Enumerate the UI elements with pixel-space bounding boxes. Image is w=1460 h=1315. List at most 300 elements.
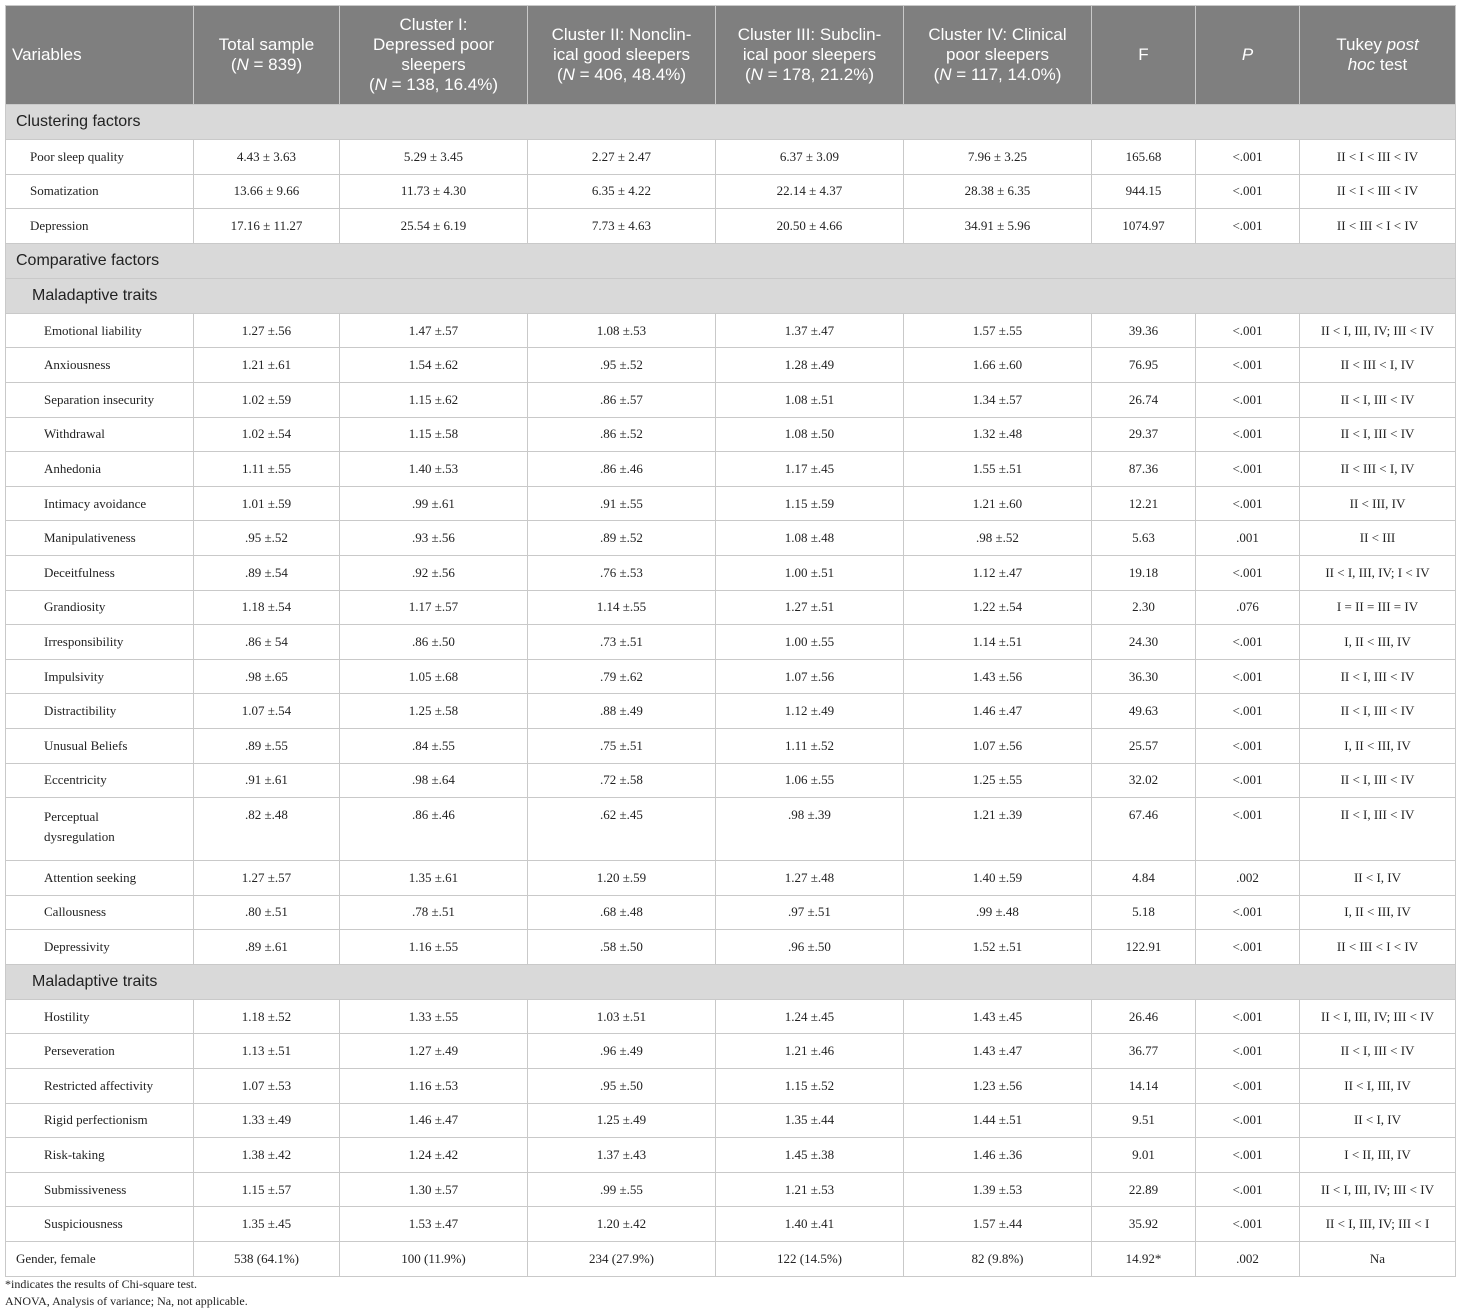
table-row bbox=[6, 798, 1456, 861]
row-label: Attention seeking bbox=[6, 861, 194, 896]
cluster-1-cell: .98 ±.64 bbox=[340, 763, 528, 798]
header-f: F bbox=[1092, 6, 1196, 105]
cluster-4-cell: .98 ±.52 bbox=[904, 521, 1092, 556]
tukey-cell: II < I < III < IV bbox=[1300, 174, 1456, 209]
cluster-2-cell: .86 ±.46 bbox=[528, 452, 716, 487]
p-cell: <.001 bbox=[1196, 174, 1300, 209]
row-label: Emotional liability bbox=[6, 313, 194, 348]
section-label: Maladaptive traits bbox=[6, 278, 1456, 313]
row-label: Deceitfulness bbox=[6, 555, 194, 590]
cluster-3-cell: 1.21 ±.53 bbox=[716, 1172, 904, 1207]
total-cell: 1.27 ±.56 bbox=[194, 313, 340, 348]
cluster-4-cell: 34.91 ± 5.96 bbox=[904, 209, 1092, 244]
f-cell: 5.63 bbox=[1092, 521, 1196, 556]
total-cell: 17.16 ± 11.27 bbox=[194, 209, 340, 244]
cluster-3-cell: 1.08 ±.50 bbox=[716, 417, 904, 452]
cluster-4-cell: 1.66 ±.60 bbox=[904, 348, 1092, 383]
cluster-2-cell: 1.14 ±.55 bbox=[528, 590, 716, 625]
tukey-cell: II < I, IV bbox=[1300, 861, 1456, 896]
section-label: Maladaptive traits bbox=[6, 964, 1456, 999]
total-cell: 1.13 ±.51 bbox=[194, 1034, 340, 1069]
f-cell: 26.74 bbox=[1092, 382, 1196, 417]
table-row bbox=[6, 659, 1456, 694]
footnote-chi-square: *indicates the results of Chi-square test. bbox=[5, 1277, 197, 1291]
f-cell: 944.15 bbox=[1092, 174, 1196, 209]
f-cell: 14.14 bbox=[1092, 1069, 1196, 1104]
total-cell: .89 ±.54 bbox=[194, 555, 340, 590]
p-cell: <.001 bbox=[1196, 486, 1300, 521]
cluster-3-cell: 1.11 ±.52 bbox=[716, 728, 904, 763]
table-row bbox=[6, 930, 1456, 965]
p-cell: .002 bbox=[1196, 861, 1300, 896]
cluster-1-cell: .92 ±.56 bbox=[340, 555, 528, 590]
cluster-4-cell: 1.55 ±.51 bbox=[904, 452, 1092, 487]
table-row bbox=[6, 694, 1456, 729]
tukey-cell: I, II < III, IV bbox=[1300, 728, 1456, 763]
cluster-2-cell: 1.20 ±.42 bbox=[528, 1207, 716, 1242]
tukey-cell: II < I, III < IV bbox=[1300, 1034, 1456, 1069]
cluster-1-cell: 1.40 ±.53 bbox=[340, 452, 528, 487]
cluster-3-cell: 1.17 ±.45 bbox=[716, 452, 904, 487]
total-cell: .86 ± 54 bbox=[194, 625, 340, 660]
total-cell: 1.01 ±.59 bbox=[194, 486, 340, 521]
table-row bbox=[6, 174, 1456, 209]
row-label: Risk-taking bbox=[6, 1138, 194, 1173]
table-footnotes bbox=[5, 1276, 248, 1310]
table-row bbox=[6, 861, 1456, 896]
cluster-1-cell: 1.25 ±.58 bbox=[340, 694, 528, 729]
row-label: Depressivity bbox=[6, 930, 194, 965]
cluster-1-cell: 1.53 ±.47 bbox=[340, 1207, 528, 1242]
total-cell: .89 ±.61 bbox=[194, 930, 340, 965]
cluster-4-cell: 1.44 ±.51 bbox=[904, 1103, 1092, 1138]
f-cell: 25.57 bbox=[1092, 728, 1196, 763]
cluster-3-cell: 1.00 ±.51 bbox=[716, 555, 904, 590]
total-cell: 1.15 ±.57 bbox=[194, 1172, 340, 1207]
cluster-4-cell: 1.23 ±.56 bbox=[904, 1069, 1092, 1104]
p-cell: <.001 bbox=[1196, 382, 1300, 417]
p-cell: <.001 bbox=[1196, 798, 1300, 861]
f-cell: 76.95 bbox=[1092, 348, 1196, 383]
cluster-4-cell: 1.52 ±.51 bbox=[904, 930, 1092, 965]
total-cell: .91 ±.61 bbox=[194, 763, 340, 798]
p-cell: <.001 bbox=[1196, 1207, 1300, 1242]
table-row bbox=[6, 1242, 1456, 1277]
row-label: Irresponsibility bbox=[6, 625, 194, 660]
cluster-4-cell: 1.21 ±.39 bbox=[904, 798, 1092, 861]
cluster-1-cell: 1.27 ±.49 bbox=[340, 1034, 528, 1069]
header-cluster-2: Cluster II: Nonclin- ical good sleepers (N = 406, 48.4%) bbox=[528, 6, 716, 105]
cluster-4-cell: 7.96 ± 3.25 bbox=[904, 140, 1092, 175]
tukey-cell: II < I, III < IV bbox=[1300, 659, 1456, 694]
p-cell: <.001 bbox=[1196, 209, 1300, 244]
f-cell: 9.01 bbox=[1092, 1138, 1196, 1173]
cluster-4-cell: 1.25 ±.55 bbox=[904, 763, 1092, 798]
cluster-1-cell: 1.33 ±.55 bbox=[340, 999, 528, 1034]
tukey-cell: II < III < I < IV bbox=[1300, 209, 1456, 244]
row-label: Manipulativeness bbox=[6, 521, 194, 556]
p-cell: <.001 bbox=[1196, 895, 1300, 930]
f-cell: 67.46 bbox=[1092, 798, 1196, 861]
cluster-3-cell: 1.15 ±.59 bbox=[716, 486, 904, 521]
cluster-1-cell: 1.16 ±.53 bbox=[340, 1069, 528, 1104]
table-row bbox=[6, 521, 1456, 556]
cluster-4-cell: .99 ±.48 bbox=[904, 895, 1092, 930]
p-cell: <.001 bbox=[1196, 313, 1300, 348]
f-cell: 36.30 bbox=[1092, 659, 1196, 694]
header-cluster-4: Cluster IV: Clinical poor sleepers (N = 117, 14.0%) bbox=[904, 6, 1092, 105]
cluster-4-cell: 1.39 ±.53 bbox=[904, 1172, 1092, 1207]
cluster-1-cell: 100 (11.9%) bbox=[340, 1242, 528, 1277]
f-cell: 32.02 bbox=[1092, 763, 1196, 798]
row-label: Distractibility bbox=[6, 694, 194, 729]
table-row bbox=[6, 625, 1456, 660]
section-clustering-factors bbox=[6, 105, 1456, 140]
cluster-4-cell: 1.43 ±.47 bbox=[904, 1034, 1092, 1069]
cluster-3-cell: 1.28 ±.49 bbox=[716, 348, 904, 383]
tukey-cell: I < II, III, IV bbox=[1300, 1138, 1456, 1173]
row-label: Impulsivity bbox=[6, 659, 194, 694]
cluster-2-cell: 1.20 ±.59 bbox=[528, 861, 716, 896]
cluster-2-cell: .79 ±.62 bbox=[528, 659, 716, 694]
cluster-1-cell: 1.46 ±.47 bbox=[340, 1103, 528, 1138]
cluster-4-cell: 1.07 ±.56 bbox=[904, 728, 1092, 763]
cluster-4-cell: 1.12 ±.47 bbox=[904, 555, 1092, 590]
tukey-cell: II < III < I, IV bbox=[1300, 452, 1456, 487]
table-header bbox=[6, 6, 1456, 105]
p-cell: <.001 bbox=[1196, 452, 1300, 487]
row-label: Separation insecurity bbox=[6, 382, 194, 417]
tukey-cell: II < I, III < IV bbox=[1300, 694, 1456, 729]
table-row bbox=[6, 1069, 1456, 1104]
p-cell: <.001 bbox=[1196, 1069, 1300, 1104]
table-row bbox=[6, 999, 1456, 1034]
footnote-abbreviations: ANOVA, Analysis of variance; Na, not applicable. bbox=[5, 1294, 248, 1308]
cluster-3-cell: 122 (14.5%) bbox=[716, 1242, 904, 1277]
p-cell: <.001 bbox=[1196, 348, 1300, 383]
p-cell: <.001 bbox=[1196, 1138, 1300, 1173]
cluster-3-cell: 1.40 ±.41 bbox=[716, 1207, 904, 1242]
row-label: Restricted affectivity bbox=[6, 1069, 194, 1104]
cluster-1-cell: .84 ±.55 bbox=[340, 728, 528, 763]
table-row bbox=[6, 486, 1456, 521]
p-cell: <.001 bbox=[1196, 728, 1300, 763]
p-cell: <.001 bbox=[1196, 1034, 1300, 1069]
cluster-3-cell: 1.00 ±.55 bbox=[716, 625, 904, 660]
cluster-4-cell: 1.57 ±.55 bbox=[904, 313, 1092, 348]
p-cell: <.001 bbox=[1196, 659, 1300, 694]
cluster-3-cell: 6.37 ± 3.09 bbox=[716, 140, 904, 175]
cluster-2-cell: 1.37 ±.43 bbox=[528, 1138, 716, 1173]
total-cell: 1.02 ±.54 bbox=[194, 417, 340, 452]
cluster-4-cell: 1.43 ±.56 bbox=[904, 659, 1092, 694]
table-row bbox=[6, 1138, 1456, 1173]
header-total-sample: Total sample (N = 839) bbox=[194, 6, 340, 105]
p-cell: <.001 bbox=[1196, 555, 1300, 590]
total-cell: 1.18 ±.54 bbox=[194, 590, 340, 625]
cluster-4-cell: 1.14 ±.51 bbox=[904, 625, 1092, 660]
f-cell: 39.36 bbox=[1092, 313, 1196, 348]
tukey-cell: II < III < I < IV bbox=[1300, 930, 1456, 965]
cluster-3-cell: 20.50 ± 4.66 bbox=[716, 209, 904, 244]
cluster-1-cell: 1.30 ±.57 bbox=[340, 1172, 528, 1207]
f-cell: 35.92 bbox=[1092, 1207, 1196, 1242]
f-cell: 36.77 bbox=[1092, 1034, 1196, 1069]
cluster-4-cell: 1.57 ±.44 bbox=[904, 1207, 1092, 1242]
tukey-cell: II < I, III < IV bbox=[1300, 417, 1456, 452]
row-label: Poor sleep quality bbox=[6, 140, 194, 175]
cluster-1-cell: .86 ±.50 bbox=[340, 625, 528, 660]
tukey-cell: II < I, III < IV bbox=[1300, 763, 1456, 798]
table-row bbox=[6, 452, 1456, 487]
header-tukey: Tukey post hoc test bbox=[1300, 6, 1456, 105]
tukey-cell: II < I, III < IV bbox=[1300, 798, 1456, 861]
cluster-2-cell: 7.73 ± 4.63 bbox=[528, 209, 716, 244]
cluster-1-cell: .99 ±.61 bbox=[340, 486, 528, 521]
total-cell: 1.33 ±.49 bbox=[194, 1103, 340, 1138]
cluster-4-cell: 82 (9.8%) bbox=[904, 1242, 1092, 1277]
table-row bbox=[6, 555, 1456, 590]
cluster-3-cell: 1.37 ±.47 bbox=[716, 313, 904, 348]
tukey-cell: I, II < III, IV bbox=[1300, 895, 1456, 930]
cluster-3-cell: 1.27 ±.48 bbox=[716, 861, 904, 896]
cluster-1-cell: 1.24 ±.42 bbox=[340, 1138, 528, 1173]
f-cell: 12.21 bbox=[1092, 486, 1196, 521]
total-cell: 1.21 ±.61 bbox=[194, 348, 340, 383]
p-cell: .001 bbox=[1196, 521, 1300, 556]
row-label: Hostility bbox=[6, 999, 194, 1034]
cluster-2-cell: .95 ±.52 bbox=[528, 348, 716, 383]
p-cell: <.001 bbox=[1196, 763, 1300, 798]
cluster-3-cell: 1.07 ±.56 bbox=[716, 659, 904, 694]
cluster-2-cell: .96 ±.49 bbox=[528, 1034, 716, 1069]
row-label: Grandiosity bbox=[6, 590, 194, 625]
cluster-2-cell: .75 ±.51 bbox=[528, 728, 716, 763]
section-maladaptive-traits-1 bbox=[6, 278, 1456, 313]
cluster-2-cell: 2.27 ± 2.47 bbox=[528, 140, 716, 175]
f-cell: 49.63 bbox=[1092, 694, 1196, 729]
cluster-4-cell: 1.34 ±.57 bbox=[904, 382, 1092, 417]
cluster-1-cell: 5.29 ± 3.45 bbox=[340, 140, 528, 175]
tukey-cell: II < I < III < IV bbox=[1300, 140, 1456, 175]
row-label: Rigid perfectionism bbox=[6, 1103, 194, 1138]
tukey-cell: II < I, III < IV bbox=[1300, 382, 1456, 417]
total-cell: 4.43 ± 3.63 bbox=[194, 140, 340, 175]
cluster-3-cell: 1.35 ±.44 bbox=[716, 1103, 904, 1138]
cluster-3-cell: .98 ±.39 bbox=[716, 798, 904, 861]
p-cell: <.001 bbox=[1196, 999, 1300, 1034]
cluster-2-cell: 6.35 ± 4.22 bbox=[528, 174, 716, 209]
cluster-4-cell: 1.46 ±.36 bbox=[904, 1138, 1092, 1173]
cluster-2-cell: .73 ±.51 bbox=[528, 625, 716, 660]
cluster-1-cell: .93 ±.56 bbox=[340, 521, 528, 556]
cluster-2-cell: 234 (27.9%) bbox=[528, 1242, 716, 1277]
total-cell: 1.02 ±.59 bbox=[194, 382, 340, 417]
tukey-cell: II < I, III, IV; I < IV bbox=[1300, 555, 1456, 590]
cluster-3-cell: 1.12 ±.49 bbox=[716, 694, 904, 729]
cluster-4-cell: 28.38 ± 6.35 bbox=[904, 174, 1092, 209]
tukey-cell: II < III, IV bbox=[1300, 486, 1456, 521]
cluster-3-cell: 1.24 ±.45 bbox=[716, 999, 904, 1034]
cluster-2-cell: 1.08 ±.53 bbox=[528, 313, 716, 348]
cluster-2-cell: .62 ±.45 bbox=[528, 798, 716, 861]
total-cell: .98 ±.65 bbox=[194, 659, 340, 694]
table-row bbox=[6, 1172, 1456, 1207]
row-label: Anhedonia bbox=[6, 452, 194, 487]
table-row bbox=[6, 348, 1456, 383]
row-label: Eccentricity bbox=[6, 763, 194, 798]
p-cell: <.001 bbox=[1196, 140, 1300, 175]
f-cell: 165.68 bbox=[1092, 140, 1196, 175]
total-cell: 1.07 ±.54 bbox=[194, 694, 340, 729]
section-comparative-factors bbox=[6, 243, 1456, 278]
cluster-1-cell: .86 ±.46 bbox=[340, 798, 528, 861]
row-label: Perseveration bbox=[6, 1034, 194, 1069]
tukey-cell: II < I, III, IV bbox=[1300, 1069, 1456, 1104]
cluster-2-cell: .89 ±.52 bbox=[528, 521, 716, 556]
cluster-2-cell: 1.03 ±.51 bbox=[528, 999, 716, 1034]
cluster-3-cell: 22.14 ± 4.37 bbox=[716, 174, 904, 209]
cluster-3-cell: 1.08 ±.48 bbox=[716, 521, 904, 556]
cluster-2-cell: .99 ±.55 bbox=[528, 1172, 716, 1207]
cluster-4-cell: 1.32 ±.48 bbox=[904, 417, 1092, 452]
cluster-1-cell: 25.54 ± 6.19 bbox=[340, 209, 528, 244]
tukey-cell: II < I, III, IV; III < IV bbox=[1300, 1172, 1456, 1207]
cluster-2-cell: .72 ±.58 bbox=[528, 763, 716, 798]
cluster-1-cell: 1.47 ±.57 bbox=[340, 313, 528, 348]
table-row bbox=[6, 1207, 1456, 1242]
cluster-4-cell: 1.46 ±.47 bbox=[904, 694, 1092, 729]
cluster-2-cell: 1.25 ±.49 bbox=[528, 1103, 716, 1138]
p-cell: .002 bbox=[1196, 1242, 1300, 1277]
row-label: Suspiciousness bbox=[6, 1207, 194, 1242]
row-label: Depression bbox=[6, 209, 194, 244]
f-cell: 5.18 bbox=[1092, 895, 1196, 930]
cluster-3-cell: .97 ±.51 bbox=[716, 895, 904, 930]
total-cell: .82 ±.48 bbox=[194, 798, 340, 861]
table-row bbox=[6, 728, 1456, 763]
table-row bbox=[6, 763, 1456, 798]
header-p: P bbox=[1196, 6, 1300, 105]
p-cell: <.001 bbox=[1196, 417, 1300, 452]
f-cell: 87.36 bbox=[1092, 452, 1196, 487]
tukey-cell: Na bbox=[1300, 1242, 1456, 1277]
total-cell: 538 (64.1%) bbox=[194, 1242, 340, 1277]
cluster-2-cell: .95 ±.50 bbox=[528, 1069, 716, 1104]
p-cell: <.001 bbox=[1196, 694, 1300, 729]
table-body bbox=[6, 105, 1456, 1277]
table-row bbox=[6, 417, 1456, 452]
cluster-1-cell: 11.73 ± 4.30 bbox=[340, 174, 528, 209]
p-cell: <.001 bbox=[1196, 1172, 1300, 1207]
row-label: Perceptual dysregulation bbox=[6, 798, 194, 861]
tukey-cell: II < I, III, IV; III < I bbox=[1300, 1207, 1456, 1242]
cluster-1-cell: 1.17 ±.57 bbox=[340, 590, 528, 625]
row-label: Somatization bbox=[6, 174, 194, 209]
tukey-cell: II < I, III, IV; III < IV bbox=[1300, 313, 1456, 348]
section-maladaptive-traits-2 bbox=[6, 964, 1456, 999]
total-cell: .95 ±.52 bbox=[194, 521, 340, 556]
cluster-2-cell: .68 ±.48 bbox=[528, 895, 716, 930]
cluster-2-cell: .86 ±.57 bbox=[528, 382, 716, 417]
row-label: Gender, female bbox=[6, 1242, 194, 1277]
cluster-3-cell: 1.45 ±.38 bbox=[716, 1138, 904, 1173]
tukey-cell: II < I, III, IV; III < IV bbox=[1300, 999, 1456, 1034]
table-row bbox=[6, 1103, 1456, 1138]
cluster-2-cell: .88 ±.49 bbox=[528, 694, 716, 729]
f-cell: 1074.97 bbox=[1092, 209, 1196, 244]
section-label: Clustering factors bbox=[6, 105, 1456, 140]
cluster-4-cell: 1.43 ±.45 bbox=[904, 999, 1092, 1034]
f-cell: 24.30 bbox=[1092, 625, 1196, 660]
total-cell: 13.66 ± 9.66 bbox=[194, 174, 340, 209]
cluster-3-cell: 1.06 ±.55 bbox=[716, 763, 904, 798]
f-cell: 2.30 bbox=[1092, 590, 1196, 625]
tukey-cell: I = II = III = IV bbox=[1300, 590, 1456, 625]
f-cell: 19.18 bbox=[1092, 555, 1196, 590]
cluster-1-cell: 1.05 ±.68 bbox=[340, 659, 528, 694]
row-label: Intimacy avoidance bbox=[6, 486, 194, 521]
cluster-1-cell: 1.35 ±.61 bbox=[340, 861, 528, 896]
p-cell: .076 bbox=[1196, 590, 1300, 625]
table-row bbox=[6, 382, 1456, 417]
section-label: Comparative factors bbox=[6, 243, 1456, 278]
f-cell: 22.89 bbox=[1092, 1172, 1196, 1207]
f-cell: 14.92* bbox=[1092, 1242, 1196, 1277]
results-table bbox=[5, 5, 1456, 1277]
tukey-cell: II < I, IV bbox=[1300, 1103, 1456, 1138]
table-row bbox=[6, 895, 1456, 930]
cluster-2-cell: .86 ±.52 bbox=[528, 417, 716, 452]
cluster-4-cell: 1.40 ±.59 bbox=[904, 861, 1092, 896]
f-cell: 29.37 bbox=[1092, 417, 1196, 452]
cluster-1-cell: 1.15 ±.58 bbox=[340, 417, 528, 452]
cluster-4-cell: 1.22 ±.54 bbox=[904, 590, 1092, 625]
row-label: Withdrawal bbox=[6, 417, 194, 452]
table-row bbox=[6, 1034, 1456, 1069]
f-cell: 4.84 bbox=[1092, 861, 1196, 896]
total-cell: 1.35 ±.45 bbox=[194, 1207, 340, 1242]
p-cell: <.001 bbox=[1196, 625, 1300, 660]
cluster-3-cell: 1.08 ±.51 bbox=[716, 382, 904, 417]
row-label: Submissiveness bbox=[6, 1172, 194, 1207]
header-cluster-3: Cluster III: Subclin- ical poor sleepers (N = 178, 21.2%) bbox=[716, 6, 904, 105]
cluster-2-cell: .91 ±.55 bbox=[528, 486, 716, 521]
total-cell: .89 ±.55 bbox=[194, 728, 340, 763]
cluster-1-cell: 1.15 ±.62 bbox=[340, 382, 528, 417]
cluster-3-cell: .96 ±.50 bbox=[716, 930, 904, 965]
header-variables: Variables bbox=[6, 6, 194, 105]
cluster-2-cell: .58 ±.50 bbox=[528, 930, 716, 965]
cluster-1-cell: 1.16 ±.55 bbox=[340, 930, 528, 965]
cluster-1-cell: .78 ±.51 bbox=[340, 895, 528, 930]
table-row bbox=[6, 209, 1456, 244]
total-cell: 1.27 ±.57 bbox=[194, 861, 340, 896]
row-label: Anxiousness bbox=[6, 348, 194, 383]
cluster-3-cell: 1.27 ±.51 bbox=[716, 590, 904, 625]
cluster-3-cell: 1.15 ±.52 bbox=[716, 1069, 904, 1104]
f-cell: 9.51 bbox=[1092, 1103, 1196, 1138]
table-row bbox=[6, 590, 1456, 625]
total-cell: 1.18 ±.52 bbox=[194, 999, 340, 1034]
total-cell: 1.38 ±.42 bbox=[194, 1138, 340, 1173]
f-cell: 26.46 bbox=[1092, 999, 1196, 1034]
cluster-4-cell: 1.21 ±.60 bbox=[904, 486, 1092, 521]
total-cell: .80 ±.51 bbox=[194, 895, 340, 930]
row-label: Unusual Beliefs bbox=[6, 728, 194, 763]
total-cell: 1.07 ±.53 bbox=[194, 1069, 340, 1104]
row-label: Callousness bbox=[6, 895, 194, 930]
